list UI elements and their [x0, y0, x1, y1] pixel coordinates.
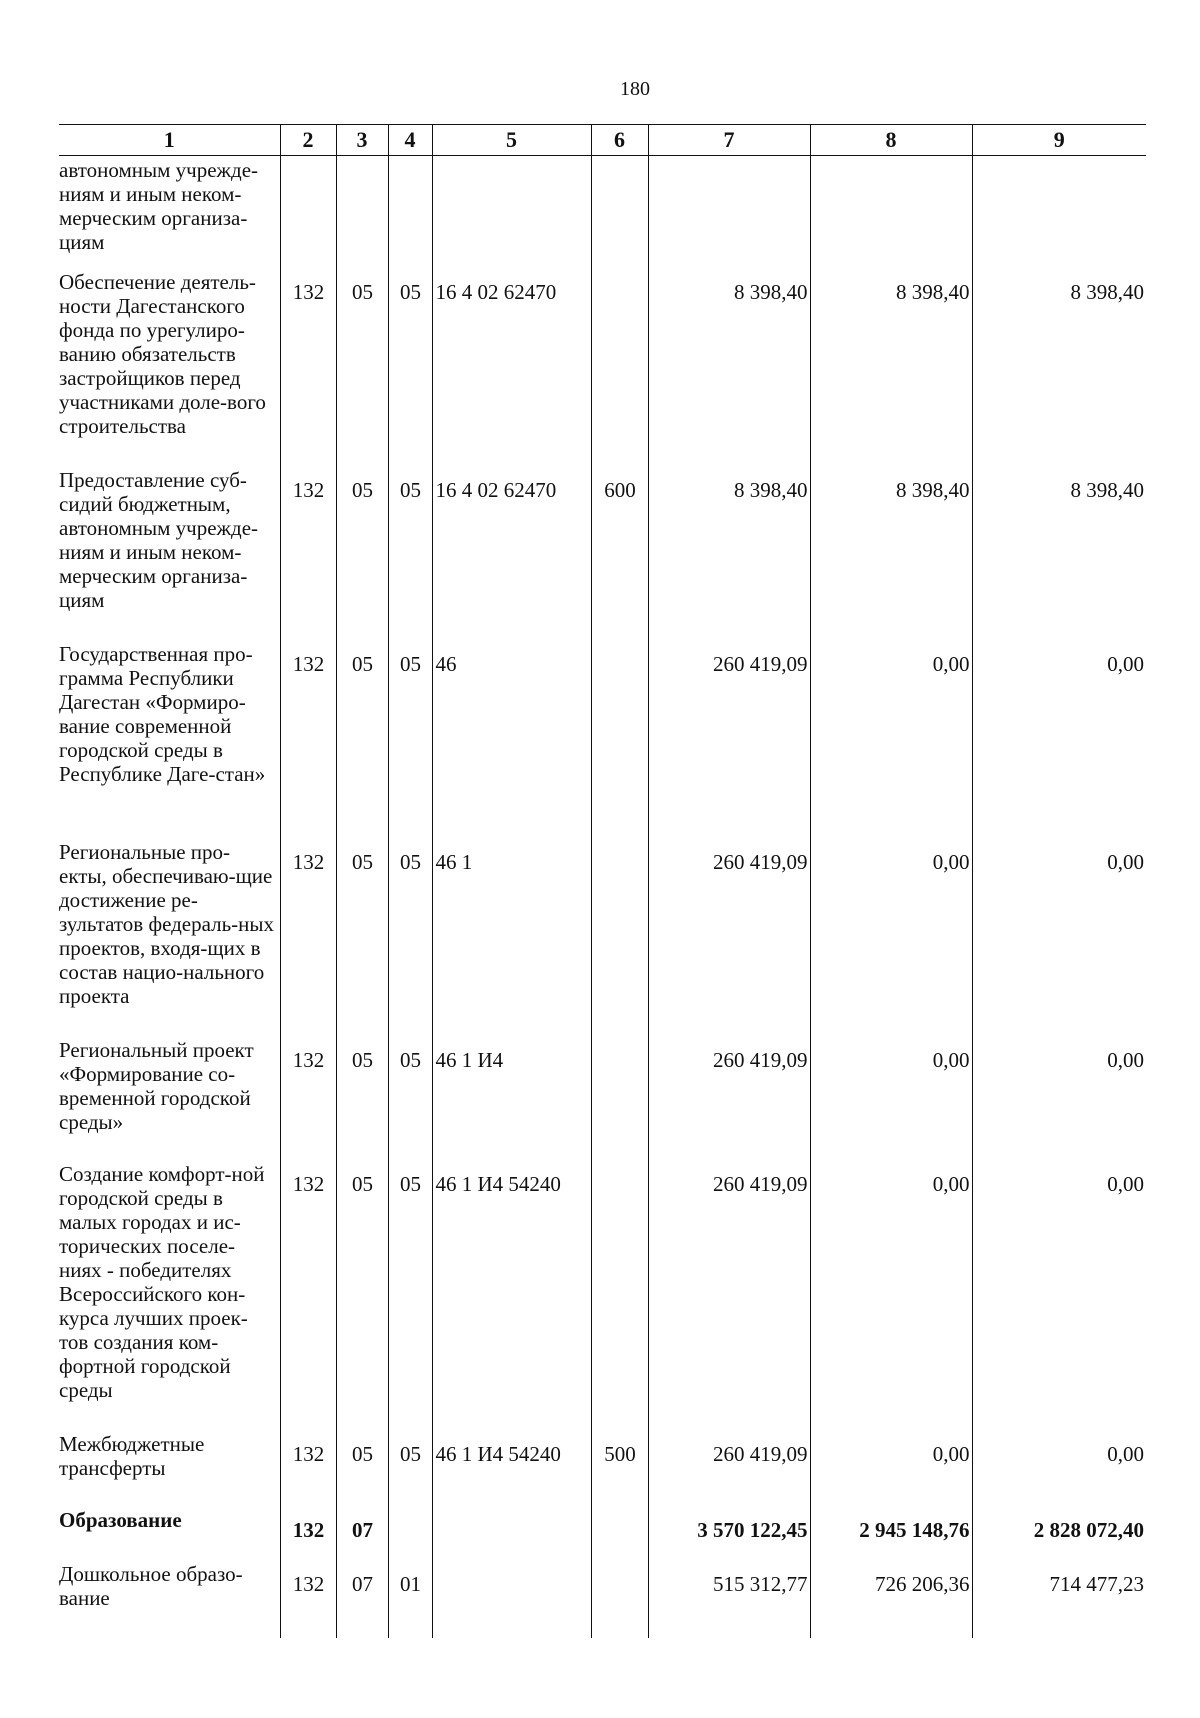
row-amount-cell: 8 398,40 [648, 468, 810, 642]
row-amount-cell: 714 477,23 [972, 1562, 1146, 1638]
row-amount-cell: 515 312,77 [648, 1562, 810, 1638]
row-section-cell: 07 [336, 1508, 388, 1562]
row-amount-cell: 3 570 122,45 [648, 1508, 810, 1562]
row-name-cell: Образование [59, 1508, 182, 1532]
header-cell: 8 [810, 125, 972, 156]
row-name-cell: Региональный проект «Формирование со-временной городской среды» [59, 1038, 254, 1134]
row-target-cell: 46 1 [432, 840, 591, 1038]
table-row [59, 642, 1146, 840]
row-target-cell: 16 4 02 62470 [432, 270, 591, 468]
row-section-cell: 07 [336, 1562, 388, 1638]
row-code-cell: 132 [280, 1162, 336, 1432]
row-name-cell: Создание комфорт-ной городской среды в малых городах и ис-торических поселе-ниях - победителях Всероссийского кон-курса лучших проек-тов создания ком-фортной городской среды [59, 1162, 265, 1402]
row-target-cell: 46 [432, 642, 591, 840]
row-code-cell: 132 [280, 840, 336, 1038]
row-amount-cell: 2 828 072,40 [972, 1508, 1146, 1562]
row-name-cell: Дошкольное образо-вание [59, 1562, 243, 1610]
header-cell: 5 [432, 125, 591, 156]
row-subsection-cell: 05 [388, 1038, 432, 1162]
header-cell: 4 [388, 125, 432, 156]
row-amount-cell: 260 419,09 [648, 1162, 810, 1432]
row-amount-cell: 8 398,40 [810, 468, 972, 642]
table-row [59, 270, 1146, 468]
header-cell: 7 [648, 125, 810, 156]
row-subsection-cell: 01 [388, 1562, 432, 1638]
row-section-cell: 05 [336, 840, 388, 1038]
row-name-cell: Государственная про-грамма Республики Дагестан «Формиро-вание современной городской среды в Республике Даге-стан» [59, 642, 266, 786]
row-amount-cell: 8 398,40 [972, 270, 1146, 468]
row-code-cell: 132 [280, 468, 336, 642]
table-row [59, 1508, 1146, 1562]
row-amount-cell [972, 156, 1146, 271]
row-name-cell: Предоставление суб-сидий бюджетным, автономным учрежде-ниям и иным неком-мерческим организа-циям [59, 468, 259, 612]
row-subsection-cell: 05 [388, 1162, 432, 1432]
budget-table [59, 124, 1146, 1638]
row-section-cell: 05 [336, 1038, 388, 1162]
row-target-cell: 46 1 И4 54240 [432, 1432, 591, 1508]
table-row [59, 1162, 1146, 1432]
row-amount-cell: 260 419,09 [648, 642, 810, 840]
row-section-cell [336, 156, 388, 271]
row-expense-type-cell [591, 1162, 648, 1432]
row-section-cell: 05 [336, 468, 388, 642]
row-amount-cell: 0,00 [810, 1162, 972, 1432]
row-expense-type-cell [591, 270, 648, 468]
row-subsection-cell [388, 156, 432, 271]
row-code-cell: 132 [280, 1508, 336, 1562]
row-section-cell: 05 [336, 1162, 388, 1432]
table-row [59, 468, 1146, 642]
row-expense-type-cell [591, 840, 648, 1038]
row-amount-cell: 0,00 [810, 642, 972, 840]
row-name-cell: автономным учрежде-ниям и иным неком-мерческим организа-циям [59, 158, 259, 254]
row-target-cell [432, 1508, 591, 1562]
row-amount-cell: 0,00 [972, 1162, 1146, 1432]
row-amount-cell: 726 206,36 [810, 1562, 972, 1638]
row-section-cell: 05 [336, 1432, 388, 1508]
table-row [59, 1562, 1146, 1638]
row-subsection-cell: 05 [388, 1432, 432, 1508]
row-expense-type-cell [591, 1038, 648, 1162]
row-amount-cell [648, 156, 810, 271]
row-amount-cell: 0,00 [972, 840, 1146, 1038]
row-amount-cell: 8 398,40 [810, 270, 972, 468]
table-row [59, 1432, 1146, 1508]
row-code-cell [280, 156, 336, 271]
header-cell: 1 [59, 125, 280, 156]
row-subsection-cell: 05 [388, 642, 432, 840]
row-target-cell [432, 1562, 591, 1638]
header-cell: 2 [280, 125, 336, 156]
row-expense-type-cell: 500 [591, 1432, 648, 1508]
row-section-cell: 05 [336, 642, 388, 840]
row-amount-cell: 0,00 [972, 1038, 1146, 1162]
row-code-cell: 132 [280, 642, 336, 840]
header-cell: 6 [591, 125, 648, 156]
table-row [59, 1038, 1146, 1162]
row-code-cell: 132 [280, 1038, 336, 1162]
row-amount-cell: 8 398,40 [972, 468, 1146, 642]
row-section-cell: 05 [336, 270, 388, 468]
row-expense-type-cell [591, 1508, 648, 1562]
row-name-cell: Региональные про-екты, обеспечиваю-щие достижение ре-зультатов федераль-ных проектов, входя-щих в состав нацио-нального проекта [59, 840, 275, 1008]
row-amount-cell: 260 419,09 [648, 1038, 810, 1162]
page-number: 180 [620, 78, 650, 100]
row-target-cell: 16 4 02 62470 [432, 468, 591, 642]
header-row [59, 125, 1146, 156]
row-subsection-cell: 05 [388, 840, 432, 1038]
row-amount-cell [810, 156, 972, 271]
row-amount-cell: 0,00 [810, 1432, 972, 1508]
row-amount-cell: 0,00 [810, 1038, 972, 1162]
row-subsection-cell: 05 [388, 270, 432, 468]
row-expense-type-cell [591, 156, 648, 271]
row-amount-cell: 0,00 [972, 1432, 1146, 1508]
row-target-cell: 46 1 И4 [432, 1038, 591, 1162]
row-amount-cell: 2 945 148,76 [810, 1508, 972, 1562]
row-code-cell: 132 [280, 1432, 336, 1508]
row-expense-type-cell [591, 1562, 648, 1638]
row-expense-type-cell [591, 642, 648, 840]
row-subsection-cell: 05 [388, 468, 432, 642]
row-subsection-cell [388, 1508, 432, 1562]
row-expense-type-cell: 600 [591, 468, 648, 642]
row-amount-cell: 0,00 [810, 840, 972, 1038]
row-amount-cell: 8 398,40 [648, 270, 810, 468]
row-amount-cell: 0,00 [972, 642, 1146, 840]
row-target-cell [432, 156, 591, 271]
row-target-cell: 46 1 И4 54240 [432, 1162, 591, 1432]
header-cell: 3 [336, 125, 388, 156]
row-code-cell: 132 [280, 1562, 336, 1638]
table-row [59, 840, 1146, 1038]
row-amount-cell: 260 419,09 [648, 840, 810, 1038]
row-code-cell: 132 [280, 270, 336, 468]
row-name-cell: Обеспечение деятель-ности Дагестанского фонда по урегулиро-ванию обязательств застройщиков перед участниками доле-вого строительства [59, 270, 266, 438]
header-cell: 9 [972, 125, 1146, 156]
table-row [59, 156, 1146, 271]
row-amount-cell: 260 419,09 [648, 1432, 810, 1508]
row-name-cell: Межбюджетные трансферты [59, 1432, 205, 1480]
